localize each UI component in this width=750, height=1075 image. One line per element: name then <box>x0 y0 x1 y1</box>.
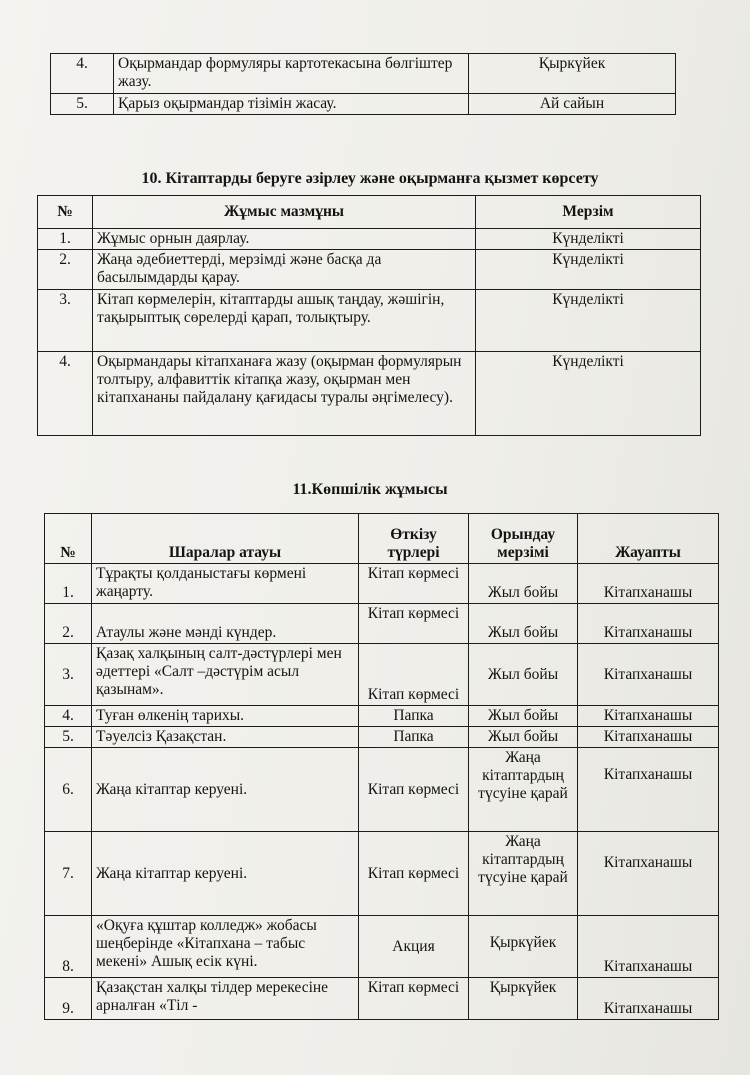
row-term: Күнделікті <box>476 290 701 352</box>
section-11-title: 11.Көпшілік жұмысы <box>292 481 448 498</box>
row-number: 5. <box>45 727 92 748</box>
row-number: 6. <box>45 748 92 832</box>
table-row <box>45 706 719 727</box>
row-name: «Оқуға құштар колледж» жобасы шеңберінде «Кітапхана – табыс мекені» Ашық есік күні. <box>92 916 359 978</box>
row-term: Күнделікті <box>476 229 701 250</box>
row-responsible: Кітапханашы <box>578 832 719 916</box>
table-row <box>45 748 719 832</box>
row-number: 4. <box>45 706 92 727</box>
table-row <box>38 290 701 352</box>
header-name: Шаралар атауы <box>92 514 359 564</box>
table-row <box>45 978 719 1020</box>
row-number: 1. <box>38 229 93 250</box>
table-row <box>51 94 676 115</box>
row-name: Туған өлкенің тарихы. <box>92 706 359 727</box>
row-type: Кітап көрмесі <box>359 832 469 916</box>
table-row <box>38 229 701 250</box>
top-table <box>50 53 676 115</box>
table-row <box>51 54 676 94</box>
row-responsible: Кітапханашы <box>578 748 719 832</box>
row-responsible: Кітапханашы <box>578 564 719 604</box>
row-term: Қыркүйек <box>469 978 578 1020</box>
row-responsible: Кітапханашы <box>578 727 719 748</box>
row-number: 9. <box>45 978 92 1020</box>
row-text: Оқырмандар формуляры картотекасына бөлгіштер жазу. <box>114 54 469 94</box>
row-number: 8. <box>45 916 92 978</box>
row-term: Жыл бойы <box>469 564 578 604</box>
row-term: Жыл бойы <box>469 727 578 748</box>
row-responsible: Кітапханашы <box>578 644 719 706</box>
row-number: 2. <box>38 250 93 290</box>
row-term: Ай сайын <box>469 94 676 115</box>
row-responsible: Кітапханашы <box>578 706 719 727</box>
section-10-table <box>37 195 701 436</box>
header-number: № <box>45 514 92 564</box>
row-responsible: Кітапханашы <box>578 916 719 978</box>
row-number: 5. <box>51 94 114 115</box>
row-name: Қазақстан халқы тілдер мерекесіне арналған «Тіл - <box>92 978 359 1020</box>
header-row <box>45 514 719 564</box>
table-row <box>38 250 701 290</box>
row-responsible: Кітапханашы <box>578 978 719 1020</box>
row-name: Жаңа кітаптар керуені. <box>92 748 359 832</box>
row-term: Күнделікті <box>476 250 701 290</box>
row-type: Кітап көрмесі <box>359 978 469 1020</box>
row-type: Кітап көрмесі <box>359 748 469 832</box>
row-type: Кітап көрмесі <box>359 644 469 706</box>
row-name: Тәуелсіз Қазақстан. <box>92 727 359 748</box>
table-row <box>45 564 719 604</box>
table-row <box>38 352 701 436</box>
row-term: Қыркүйек <box>469 54 676 94</box>
table-row <box>45 644 719 706</box>
row-term: Жыл бойы <box>469 706 578 727</box>
header-content: Жұмыс мазмұны <box>93 196 476 229</box>
header-term: Мерзім <box>476 196 701 229</box>
row-name: Қазақ халқының салт-дәстүрлері мен әдеттері «Салт –дәстүрім асыл қазынам». <box>92 644 359 706</box>
header-number: № <box>38 196 93 229</box>
row-type: Кітап көрмесі <box>359 564 469 604</box>
section-10-title: 10. Кітаптарды беруге әзірлеу және оқырманға қызмет көрсету <box>141 170 599 187</box>
table-row <box>45 604 719 644</box>
row-text: Жаңа әдебиеттерді, мерзімді және басқа да басылымдарды қарау. <box>93 250 476 290</box>
table-row <box>45 727 719 748</box>
row-text: Кітап көрмелерін, кітаптарды ашық таңдау, жәшігін, тақырыптық сөрелерді қарап, толықтыру. <box>93 290 476 352</box>
row-term: Қыркүйек <box>469 916 578 978</box>
row-number: 4. <box>51 54 114 94</box>
row-type: Папка <box>359 706 469 727</box>
row-number: 2. <box>45 604 92 644</box>
row-text: Қарыз оқырмандар тізімін жасау. <box>114 94 469 115</box>
row-number: 3. <box>38 290 93 352</box>
row-term: Жаңа кітаптардың түсуіне қарай <box>469 748 578 832</box>
table-row <box>45 832 719 916</box>
row-number: 1. <box>45 564 92 604</box>
row-text: Оқырмандары кітапханаға жазу (оқырман формулярын толтыру, алфавиттік кітапқа жазу, оқырман мен кітапхананы пайдалану қағидасы туралы әңгімелесу). <box>93 352 476 436</box>
row-term: Жыл бойы <box>469 604 578 644</box>
row-type: Папка <box>359 727 469 748</box>
row-text: Жұмыс орнын даярлау. <box>93 229 476 250</box>
row-number: 4. <box>38 352 93 436</box>
row-name: Тұрақты қолданыстағы көрмені жаңарту. <box>92 564 359 604</box>
header-term: Орындау мерзімі <box>469 514 578 564</box>
row-number: 3. <box>45 644 92 706</box>
header-responsible: Жауапты <box>578 514 719 564</box>
table-row <box>45 916 719 978</box>
row-type: Акция <box>359 916 469 978</box>
header-row <box>38 196 701 229</box>
row-name: Атаулы және мәнді күндер. <box>92 604 359 644</box>
row-name: Жаңа кітаптар керуені. <box>92 832 359 916</box>
row-term: Күнделікті <box>476 352 701 436</box>
row-term: Жыл бойы <box>469 644 578 706</box>
section-11-table <box>44 513 719 1020</box>
row-number: 7. <box>45 832 92 916</box>
row-type: Кітап көрмесі <box>359 604 469 644</box>
row-term: Жаңа кітаптардың түсуіне қарай <box>469 832 578 916</box>
row-responsible: Кітапханашы <box>578 604 719 644</box>
header-type: Өткізу түрлері <box>359 514 469 564</box>
